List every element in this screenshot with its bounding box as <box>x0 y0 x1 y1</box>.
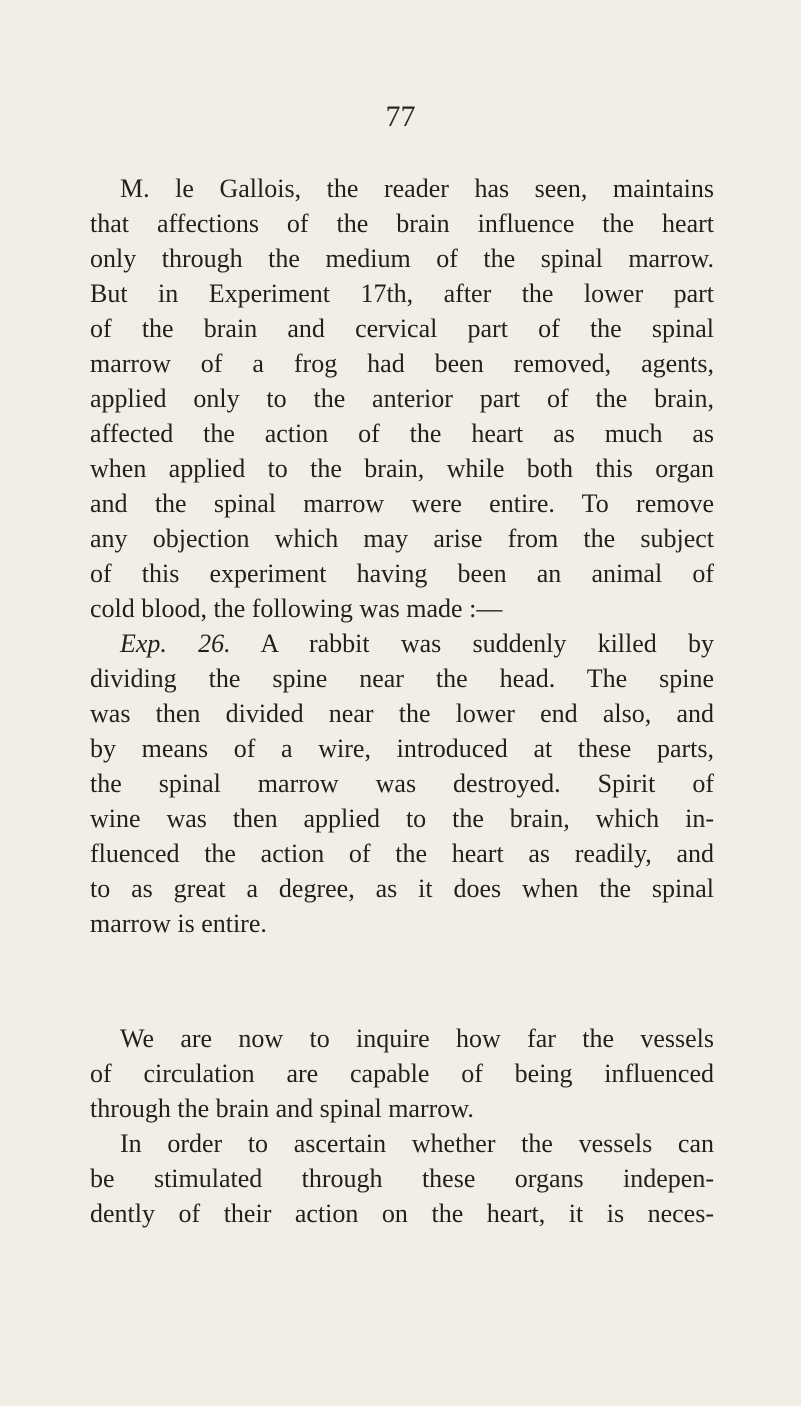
text-line: dently of their action on the heart, it is neces- <box>90 1199 714 1228</box>
text-line: M. le Gallois, the reader has seen, maintains <box>120 174 714 203</box>
text-line: that affections of the brain influence the heart <box>90 209 714 238</box>
text-line: only through the medium of the spinal marrow. <box>90 244 714 273</box>
experiment-label: Exp. 26. <box>120 629 231 658</box>
text-line: We are now to inquire how far the vessels <box>120 1024 714 1053</box>
text-line: was then divided near the lower end also, and <box>90 699 714 728</box>
text-line: of the brain and cervical part of the spinal <box>90 314 714 343</box>
text-line: marrow is entire. <box>90 909 267 938</box>
page-number: 77 <box>385 100 416 133</box>
paragraph-2 <box>90 1021 714 1231</box>
text-line: But in Experiment 17th, after the lower part <box>90 279 714 308</box>
text-line: In order to ascertain whether the vessels can <box>120 1129 714 1158</box>
text-line: to as great a degree, as it does when the spinal <box>90 874 714 903</box>
text-line: dividing the spine near the head. The spine <box>90 664 714 693</box>
text-line: be stimulated through these organs indepen- <box>90 1164 714 1193</box>
text-line: cold blood, the following was made :— <box>90 594 503 623</box>
text-line: and the spinal marrow were entire. To remove <box>90 489 714 518</box>
text-line: of this experiment having been an animal of <box>90 559 714 588</box>
experiment-line <box>90 626 714 661</box>
text-line: marrow of a frog had been removed, agents, <box>90 349 714 378</box>
text-fragment: A rabbit was suddenly killed by <box>230 629 714 658</box>
text-line: of circulation are capable of being influenced <box>90 1059 714 1088</box>
text-line: applied only to the anterior part of the brain, <box>90 384 714 413</box>
text-line: affected the action of the heart as much as <box>90 419 714 448</box>
text-line: through the brain and spinal marrow. <box>90 1094 474 1123</box>
text-line: by means of a wire, introduced at these parts, <box>90 734 714 763</box>
text-line: any objection which may arise from the subject <box>90 524 714 553</box>
text-line: fluenced the action of the heart as readily, and <box>90 839 714 868</box>
text-line: wine was then applied to the brain, which in- <box>90 804 714 833</box>
text-line: when applied to the brain, while both this organ <box>90 454 714 483</box>
text-line: the spinal marrow was destroyed. Spirit of <box>90 769 714 798</box>
paragraph-1 <box>90 171 714 941</box>
